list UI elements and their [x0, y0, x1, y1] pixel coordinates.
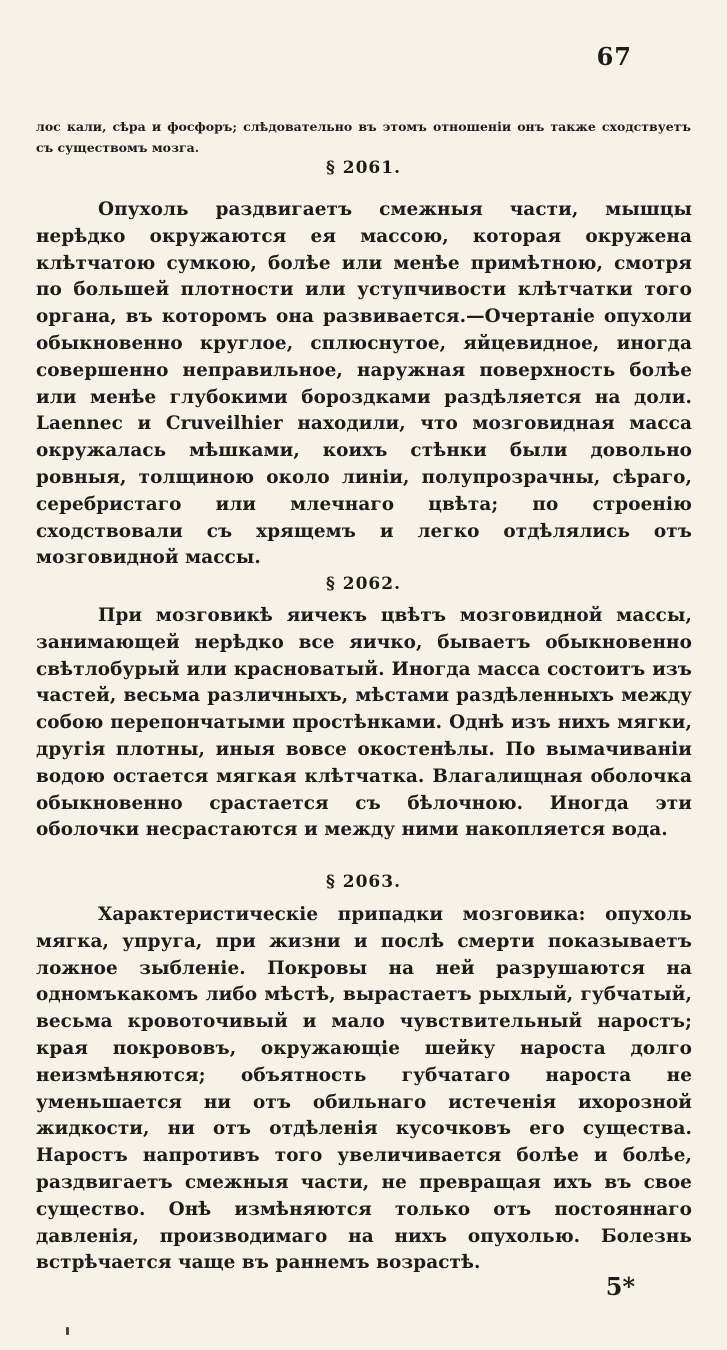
page-number: 67 — [596, 42, 632, 71]
section-title-2063: § 2063. — [325, 872, 402, 892]
section-paragraph-2063: Характеристическiе припадки мозговика: опухоль мягка, упруга, при жизни и послѣ смерти показываетъ ложное зыбленiе. Покровы на ней разрушаются на одномъкакомъ либо мѣстѣ, вырастаетъ рыхлый, губчатый, весьма кровоточивый и мало чувствительный наростъ; края покрововъ, окружающiе шейку нароста долго неизмѣняются; объятность губчатаго нароста не уменьшается ни отъ обильнаго истеченiя ихорозной жидкости, ни отъ отдѣленiя кусочковъ его существа. Наростъ напротивъ того увеличивается болѣе и болѣе, раздвигаетъ смежныя части, не превращая ихъ въ свое существо. Онѣ измѣняются только отъ постояннаго давленiя, производимаго на нихъ опухолью. Болезнь встрѣчается чаще въ раннемъ возрастѣ. — [36, 904, 692, 1274]
section-title-2062: § 2062. — [325, 574, 402, 594]
signature-mark: 5* — [605, 1272, 635, 1301]
carryover-text: лос кали, сѣра и фосфоръ; слѣдовательно въ этомъ отношенiи онъ также сходствуетъ съ существомъ мозга. — [36, 119, 691, 155]
ink-speck — [66, 1327, 69, 1335]
section-paragraph-2061: Опухоль раздвигаетъ смежныя части, мышцы нерѣдко окружаются ея массою, которая окружена клѣтчатою сумкою, болѣе или менѣе примѣтною, смотря по большей плотности или уступчивости клѣтчатки того органа, въ которомъ она развивается.—Очертанiе опухоли обыкновенно круглое, сплюснутое, яйцевидное, иногда совершенно неправильное, наружная поверхность болѣе или менѣе глубокими бороздками раздѣляется на доли. Laennec и Cruveilhier находили, что мозговидная масса окружалась мѣшками, коихъ стѣнки были довольно ровныя, толщиною около линiи, полупрозрачны, сѣраго, серебристаго или млечнаго цвѣта; по строенiю сходствовали съ хрящемъ и легко отдѣлялись отъ мозговидной массы. — [36, 199, 692, 569]
section-title-2061: § 2061. — [325, 158, 402, 178]
section-paragraph-2062: При мозговикѣ яичекъ цвѣтъ мозговидной массы, занимающей нерѣдко все яичко, бываетъ обыкновенно свѣтлобурый или красноватый. Иногда масса состоитъ изъ частей, весьма различныхъ, мѣстами раздѣленныхъ между собою перепончатыми простѣнками. Однѣ изъ нихъ мягки, другiя плотны, иныя вовсе окостенѣлы. По вымачиванiи водою остается мягкая клѣтчатка. Влагалищная оболочка обыкновенно срастается съ бѣлочною. Иногда эти оболочки несрастаются и между ними накопляется вода. — [36, 605, 692, 841]
